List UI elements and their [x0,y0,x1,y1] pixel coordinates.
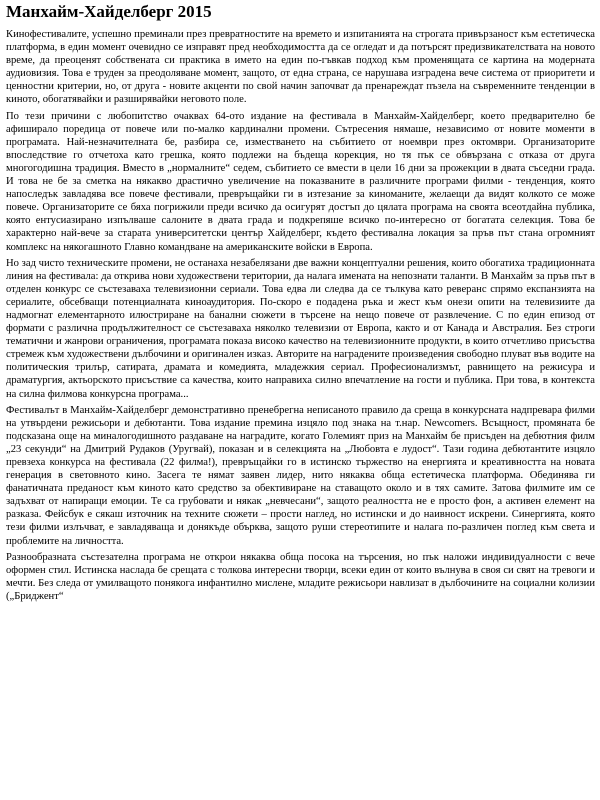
article-paragraph: По тези причини с любопитство очаквах 64-ото издание на фестивала в Манхайм-Хайделберг, което предварително бе афиширало поредица от повече или по-малко кардинални промени. Сътресения нямаше, независимо от новите моменти в програмата. Най-незначителната бе, разбира се, изместването на събитието от ноември през октомври. Организаторите впоследствие го отчетоха като грешка, която подлежи на бъдеща корекция, но тя пък се обвързана с отказа от друга многогодишна традиция. Вместо в „нормалните“ седем, събитието се вмести в цели 16 дни за прожекции в двата съседни града. И това не бе за сметка на някакво драстично увеличение на показваните в различните програми филми - тенденция, която напоследък завладява все повече фестивали, превръщайки ги в изтезание за киноманите, желаещи да видят колкото се може повече. Организаторите се бяха погрижили преди всичко да осигурят достъп до цялата програма на своята всеотдайна публика, която ентусиазирано изпълваше салоните в двата града и подкрепяше всичко по-интересно от богатата селекция. Това бе характерно най-вече за старата университетски център Хайделберг, където фестивална локация за пръв път стана огромният комплекс на някогашното Главно командване на американските войски в Европа. [6,110,595,253]
article-title: Манхайм-Хайделберг 2015 [6,2,212,21]
article-paragraph: Разнообразната състезателна програма не открои някаква обща посока на търсения, но пък наложи индивидуалности с вече оформен стил. Истинска наслада бе срещата с толкова интересни творци, всеки един от които вълнува в своя си свят на тревоги и мечти. Без следа от умилващото понякога инфантилно мислене, младите режисьори навлизат в дълбочините на социални колизии („Бриджент“ [6,551,595,602]
article-paragraph: Кинофестивалите, успешно преминали през превратностите на времето и изпитанията на строгата привързаност към естетическа платформа, в един момент очевидно се изправят пред необходимостта да се огледат и да потърсят предизвикателствата на новото време, да преоценят собствената си практика в името на един по-гъвкав подход към променящата се картина на модерната аудиовизия. Това е труден за преодоляване момент, защото, от една страна, се нарушава изградена вече система от приоритети и ценностни критерии, но, от друга - новите акценти по свой начин започват да пренареждат пъзела на съвременните тенденции в киното, обогатявайки и разширявайки неговото поле. [6,29,595,106]
article-paragraph: Фестивалът в Манхайм-Хайделберг демонстративно пренебрегна неписаното правило да срещa в конкурсната надпревара филми на утвърдени режисьори и дебютанти. Това издание премина изцяло под знака на т.нар. Newcomers. Всъщност, промяната бе подсказана още на миналогодишното раздаване на наградите, когато Големият приз на Манхайм бе присъден на дебютния филм „23 секунди“ на Дмитрий Рудаков (Уругвай), показан и в селекцията на „Любовта е лудост“. Тази година дебютантите изцяло превзеха конкурса на фестивала (22 филма!), превръщайки го в истинско тържество на енергията и креативността на новата генерация в световното кино. Засега те нямат заявен лидер, нито някаква обща естетическа платформа. Обединява ги фанатичната преданост към киното като средство за обективиране на ставащото около и в тях самите. Затова филмите им се задъхват от напиращи емоции. Те са грубовати и някак „невчесани“, защото реалността не е просто фон, а активен елемент на разказа. Фейсбук е сякаш източник на техните сюжети – прости наглед, но истински и до наивност искрени. Синергията, която тези филми излъчват, е завладяваща и донякъде обърква, защото руши стереотипите и налага по-различен поглед към света и проблемите на личността. [6,404,595,547]
article-paragraph: Но зад чисто техническите промени, не останаха незабелязани две важни концептуални решения, които обогатиха традиционната линия на фестивала: да открива нови художествени територии, да налага имената на непознати таланти. В Манхайм за пръв път в отделен конкурс се състезаваха телевизионни сериали. Това едва ли следва да се тълкува като реверанс спрямо експанзията на сериалите, обсебващи потенциалната киноаудитория. По-скоро е подадена ръка и жест към онези опити на телевизиите да надмогнат елементарното илюстриране на банални сюжети в търсене на нещо повече от развлечение. С по един епизод от формати с различна продължителност се състезаваха няколко телевизии от Европа, както и от Канада и Австралия. Без строги тематични и жанрови ограничения, програмата показа високо качество на телевизионните продукти, в които отчетливо присъства стремеж към художествени дълбочини и оригинален изказ. Авторите на наградените произведения свободно плуват във водите на политическия трилър, сатирата, драмата и комедията, младежкия сериал. Професионализмът, равнището на режисура и драматургия, актьорското присъствие са качества, които направиха силно впечатление на гости и публика. При това, в контекста на силна филмова конкурсна програма... [6,257,595,400]
